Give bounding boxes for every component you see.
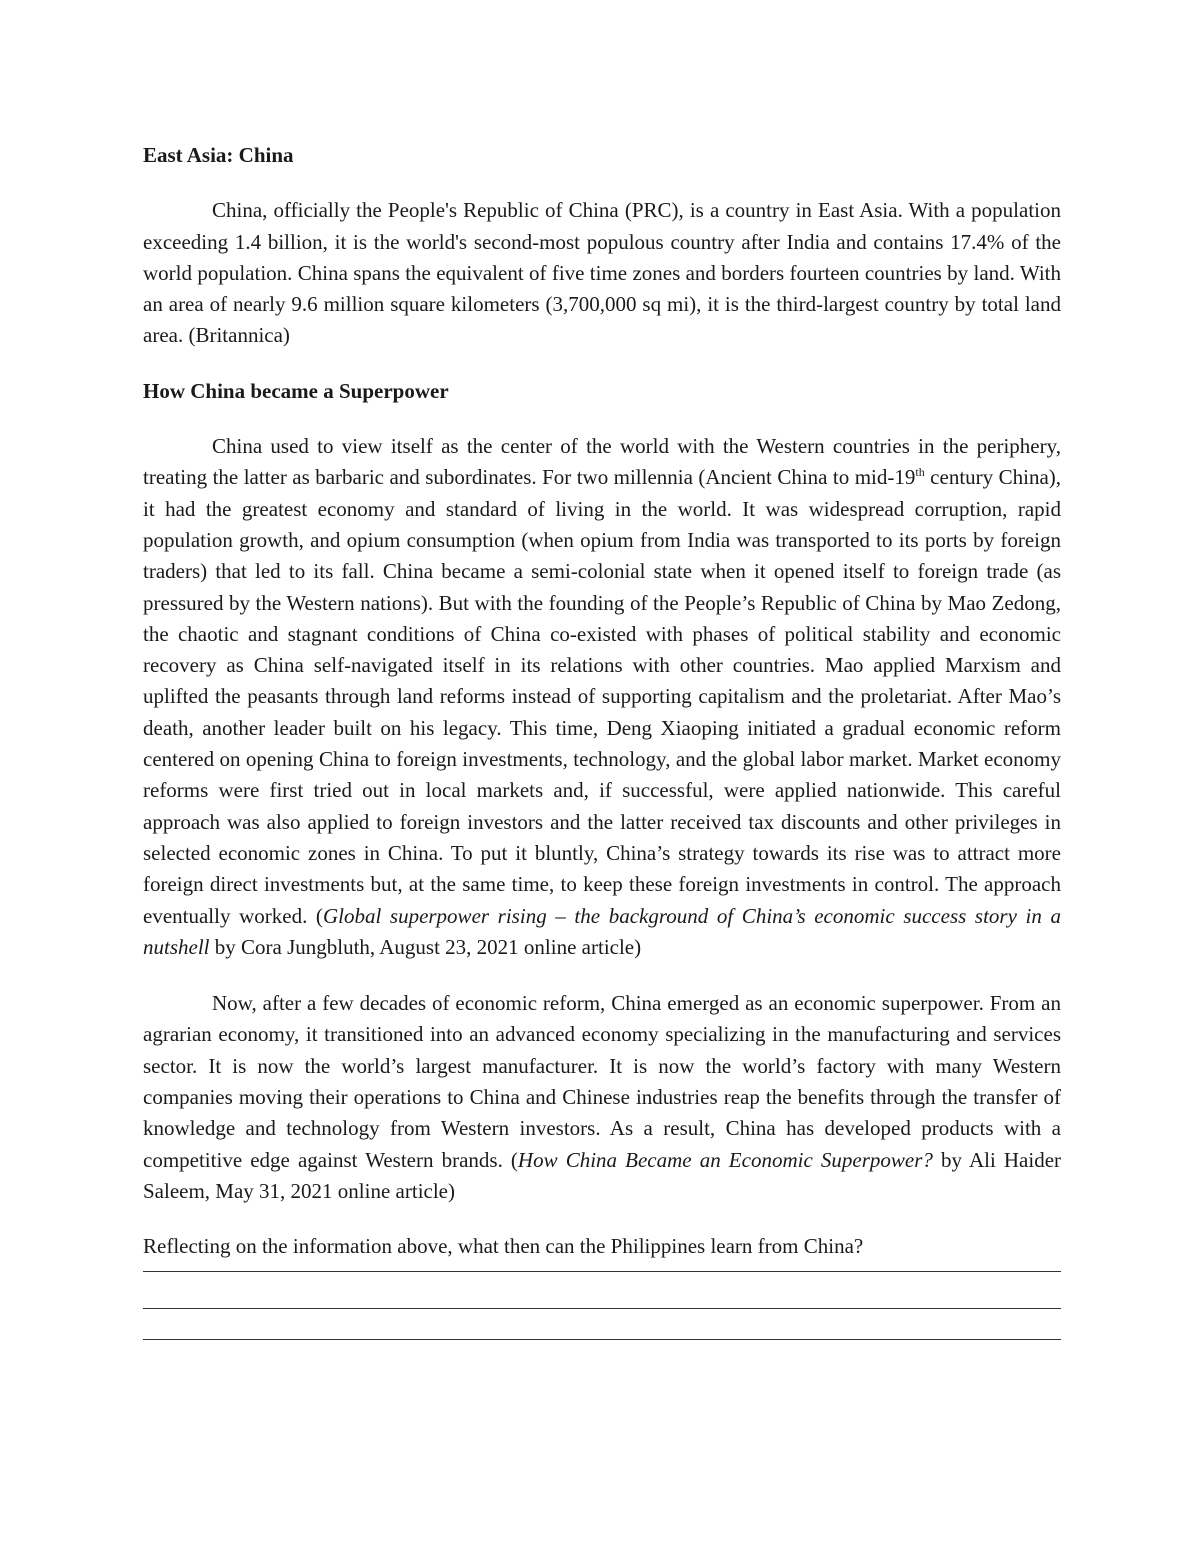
- answer-line-3[interactable]: [143, 1325, 1061, 1356]
- superpower-paragraph: [143, 431, 1061, 963]
- citation-author-saleem: by Ali Haider Saleem, May 31, 2021 online article): [143, 1147, 1062, 1203]
- answer-lines[interactable]: [143, 1263, 1061, 1357]
- answer-line-2[interactable]: [143, 1294, 1061, 1325]
- document-page: [143, 140, 1061, 1356]
- superscript-th: th: [915, 465, 925, 480]
- citation-title-jungbluth: Global superpower rising – the background of China’s economic success story in a nutshell: [143, 903, 1061, 959]
- superpower-text-1: China used to view itself as the center of the world with the Western countries in the periphery, treating the latter as barbaric and subordinates. For two millennia (Ancient China to mid-19: [143, 434, 1061, 490]
- reflection-question: Reflecting on the information above, what then can the Philippines learn from China?: [143, 1234, 864, 1259]
- superpower-text-2: century China), it had the greatest economy and standard of living in the world. It was widespread corruption, rapid population growth, and opium consumption (when opium from India was transported to its ports by foreign traders) that led to its fall. China became a semi-colonial state when it opened itself to foreign trade (as pressured by the Western nations). But with the founding of the People’s Republic of China by Mao Zedong, the chaotic and stagnant conditions of China co-existed with phases of political stability and economic recovery as China self-navigated itself in its relations with other countries. Mao applied Marxism and uplifted the peasants through land reforms instead of supporting capitalism and the proletariat. After Mao’s death, another leader built on his legacy. This time, Deng Xiaoping initiated a gradual economic reform centered on opening China to foreign investments, technology, and the global labor market. Market economy reforms were first tried out in local markets and, if successful, were applied nationwide. This careful approach was also applied to foreign investors and the latter received tax discounts and other privileges in selected economic zones in China. To put it bluntly, China’s strategy towards its rise was to attract more foreign direct investments but, at the same time, to keep these foreign investments in control. The approach eventually worked. (: [143, 465, 1062, 928]
- citation-author-jungbluth: by Cora Jungbluth, August 23, 2021 online article): [209, 934, 642, 959]
- heading-east-asia-china: East Asia: China: [143, 143, 294, 167]
- heading-how-china-became-superpower: How China became a Superpower: [143, 378, 449, 403]
- intro-paragraph: China, officially the People's Republic of China (PRC), is a country in East Asia. With a population exceeding 1.4 billion, it is the world's second-most populous country after India and contains 17.4% of the world population. China spans the equivalent of five time zones and borders fourteen countries by land. With an area of nearly 9.6 million square kilometers (3,700,000 sq mi), it is the third-largest country by total land area. (Britannica): [143, 198, 1061, 348]
- citation-title-saleem: How China Became an Economic Superpower?: [517, 1147, 933, 1172]
- now-text: Now, after a few decades of economic reform, China emerged as an economic superpower. From an agrarian economy, it transitioned into an advanced economy specializing in the manufacturing and services sector. It is now the world’s largest manufacturer. It is now the world’s factory with many Western companies moving their operations to China and Chinese industries reap the benefits through the transfer of knowledge and technology from Western investors. As a result, China has developed products with a competitive edge against Western brands. (: [143, 991, 1061, 1172]
- answer-line-1[interactable]: [143, 1263, 1061, 1294]
- now-paragraph: [143, 988, 1061, 1207]
